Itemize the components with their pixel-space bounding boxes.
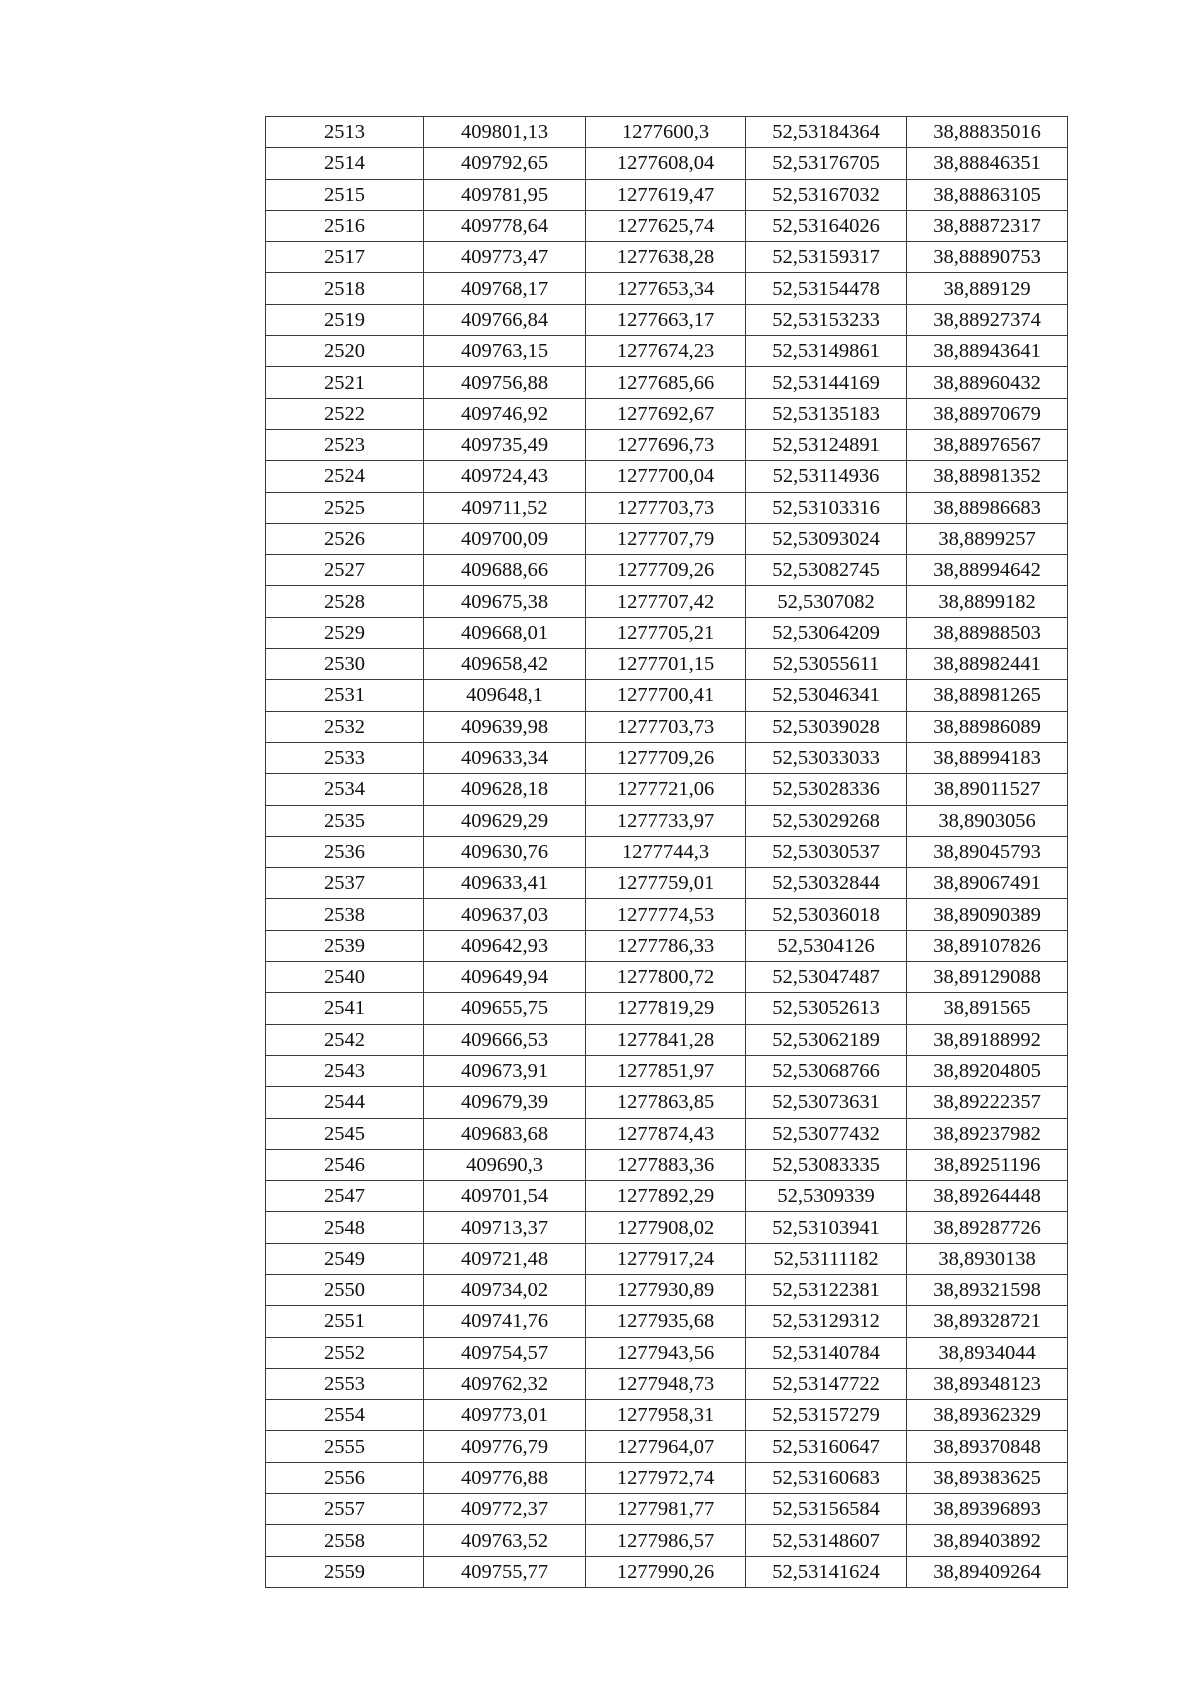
- point-number-cell: 2541: [266, 993, 424, 1024]
- point-number-cell: 2548: [266, 1212, 424, 1243]
- latitude-cell: 52,53157279: [746, 1400, 907, 1431]
- longitude-cell: 38,88994642: [907, 555, 1068, 586]
- point-number-cell: 2547: [266, 1181, 424, 1212]
- x-coordinate-cell: 409637,03: [424, 899, 586, 930]
- table-row: [266, 1556, 1068, 1587]
- y-coordinate-cell: 1277721,06: [586, 774, 746, 805]
- longitude-cell: 38,89204805: [907, 1055, 1068, 1086]
- point-number-cell: 2555: [266, 1431, 424, 1462]
- y-coordinate-cell: 1277819,29: [586, 993, 746, 1024]
- longitude-cell: 38,89222357: [907, 1087, 1068, 1118]
- longitude-cell: 38,89348123: [907, 1368, 1068, 1399]
- latitude-cell: 52,53103316: [746, 492, 907, 523]
- longitude-cell: 38,89251196: [907, 1149, 1068, 1180]
- y-coordinate-cell: 1277608,04: [586, 148, 746, 179]
- latitude-cell: 52,53111182: [746, 1243, 907, 1274]
- longitude-cell: 38,89067491: [907, 868, 1068, 899]
- y-coordinate-cell: 1277709,26: [586, 555, 746, 586]
- x-coordinate-cell: 409772,37: [424, 1494, 586, 1525]
- table-row: [266, 1400, 1068, 1431]
- point-number-cell: 2558: [266, 1525, 424, 1556]
- x-coordinate-cell: 409741,76: [424, 1306, 586, 1337]
- x-coordinate-cell: 409801,13: [424, 117, 586, 148]
- y-coordinate-cell: 1277943,56: [586, 1337, 746, 1368]
- longitude-cell: 38,88890753: [907, 242, 1068, 273]
- latitude-cell: 52,53030537: [746, 836, 907, 867]
- x-coordinate-cell: 409734,02: [424, 1274, 586, 1305]
- x-coordinate-cell: 409649,94: [424, 962, 586, 993]
- y-coordinate-cell: 1277883,36: [586, 1149, 746, 1180]
- x-coordinate-cell: 409773,47: [424, 242, 586, 273]
- point-number-cell: 2544: [266, 1087, 424, 1118]
- latitude-cell: 52,53039028: [746, 711, 907, 742]
- longitude-cell: 38,88986683: [907, 492, 1068, 523]
- latitude-cell: 52,53148607: [746, 1525, 907, 1556]
- y-coordinate-cell: 1277972,74: [586, 1462, 746, 1493]
- point-number-cell: 2532: [266, 711, 424, 742]
- x-coordinate-cell: 409735,49: [424, 429, 586, 460]
- point-number-cell: 2557: [266, 1494, 424, 1525]
- longitude-cell: 38,889129: [907, 273, 1068, 304]
- longitude-cell: 38,89403892: [907, 1525, 1068, 1556]
- latitude-cell: 52,53154478: [746, 273, 907, 304]
- point-number-cell: 2534: [266, 774, 424, 805]
- x-coordinate-cell: 409700,09: [424, 523, 586, 554]
- table-row: [266, 836, 1068, 867]
- longitude-cell: 38,88981265: [907, 680, 1068, 711]
- point-number-cell: 2545: [266, 1118, 424, 1149]
- longitude-cell: 38,89321598: [907, 1274, 1068, 1305]
- longitude-cell: 38,88835016: [907, 117, 1068, 148]
- table-row: [266, 1368, 1068, 1399]
- table-row: [266, 555, 1068, 586]
- point-number-cell: 2559: [266, 1556, 424, 1587]
- latitude-cell: 52,53144169: [746, 367, 907, 398]
- longitude-cell: 38,88872317: [907, 210, 1068, 241]
- latitude-cell: 52,53147722: [746, 1368, 907, 1399]
- y-coordinate-cell: 1277863,85: [586, 1087, 746, 1118]
- table-row: [266, 304, 1068, 335]
- x-coordinate-cell: 409762,32: [424, 1368, 586, 1399]
- point-number-cell: 2525: [266, 492, 424, 523]
- table-row: [266, 429, 1068, 460]
- latitude-cell: 52,53103941: [746, 1212, 907, 1243]
- x-coordinate-cell: 409724,43: [424, 461, 586, 492]
- y-coordinate-cell: 1277703,73: [586, 492, 746, 523]
- x-coordinate-cell: 409639,98: [424, 711, 586, 742]
- y-coordinate-cell: 1277600,3: [586, 117, 746, 148]
- table-row: [266, 148, 1068, 179]
- y-coordinate-cell: 1277759,01: [586, 868, 746, 899]
- latitude-cell: 52,53153233: [746, 304, 907, 335]
- point-number-cell: 2529: [266, 617, 424, 648]
- coordinates-table-body: [266, 117, 1068, 1588]
- point-number-cell: 2543: [266, 1055, 424, 1086]
- y-coordinate-cell: 1277700,04: [586, 461, 746, 492]
- table-row: [266, 993, 1068, 1024]
- y-coordinate-cell: 1277948,73: [586, 1368, 746, 1399]
- table-row: [266, 1525, 1068, 1556]
- longitude-cell: 38,88976567: [907, 429, 1068, 460]
- x-coordinate-cell: 409781,95: [424, 179, 586, 210]
- table-row: [266, 179, 1068, 210]
- x-coordinate-cell: 409679,39: [424, 1087, 586, 1118]
- table-row: [266, 1212, 1068, 1243]
- latitude-cell: 52,53135183: [746, 398, 907, 429]
- longitude-cell: 38,88943641: [907, 336, 1068, 367]
- x-coordinate-cell: 409776,79: [424, 1431, 586, 1462]
- latitude-cell: 52,53149861: [746, 336, 907, 367]
- x-coordinate-cell: 409629,29: [424, 805, 586, 836]
- y-coordinate-cell: 1277841,28: [586, 1024, 746, 1055]
- y-coordinate-cell: 1277707,42: [586, 586, 746, 617]
- y-coordinate-cell: 1277709,26: [586, 742, 746, 773]
- y-coordinate-cell: 1277674,23: [586, 336, 746, 367]
- x-coordinate-cell: 409746,92: [424, 398, 586, 429]
- y-coordinate-cell: 1277964,07: [586, 1431, 746, 1462]
- table-row: [266, 1055, 1068, 1086]
- point-number-cell: 2552: [266, 1337, 424, 1368]
- longitude-cell: 38,88927374: [907, 304, 1068, 335]
- longitude-cell: 38,89383625: [907, 1462, 1068, 1493]
- y-coordinate-cell: 1277744,3: [586, 836, 746, 867]
- y-coordinate-cell: 1277917,24: [586, 1243, 746, 1274]
- y-coordinate-cell: 1277638,28: [586, 242, 746, 273]
- table-row: [266, 742, 1068, 773]
- latitude-cell: 52,53160647: [746, 1431, 907, 1462]
- latitude-cell: 52,53052613: [746, 993, 907, 1024]
- y-coordinate-cell: 1277935,68: [586, 1306, 746, 1337]
- latitude-cell: 52,53160683: [746, 1462, 907, 1493]
- table-row: [266, 210, 1068, 241]
- table-row: [266, 1431, 1068, 1462]
- table-row: [266, 1274, 1068, 1305]
- latitude-cell: 52,5307082: [746, 586, 907, 617]
- x-coordinate-cell: 409690,3: [424, 1149, 586, 1180]
- y-coordinate-cell: 1277733,97: [586, 805, 746, 836]
- x-coordinate-cell: 409756,88: [424, 367, 586, 398]
- table-row: [266, 711, 1068, 742]
- point-number-cell: 2517: [266, 242, 424, 273]
- longitude-cell: 38,88986089: [907, 711, 1068, 742]
- x-coordinate-cell: 409655,75: [424, 993, 586, 1024]
- x-coordinate-cell: 409633,34: [424, 742, 586, 773]
- x-coordinate-cell: 409713,37: [424, 1212, 586, 1243]
- longitude-cell: 38,89188992: [907, 1024, 1068, 1055]
- table-row: [266, 774, 1068, 805]
- point-number-cell: 2524: [266, 461, 424, 492]
- point-number-cell: 2539: [266, 930, 424, 961]
- point-number-cell: 2518: [266, 273, 424, 304]
- point-number-cell: 2521: [266, 367, 424, 398]
- y-coordinate-cell: 1277696,73: [586, 429, 746, 460]
- x-coordinate-cell: 409763,15: [424, 336, 586, 367]
- table-row: [266, 461, 1068, 492]
- coordinates-table: [265, 116, 1068, 1588]
- table-row: [266, 649, 1068, 680]
- longitude-cell: 38,88863105: [907, 179, 1068, 210]
- x-coordinate-cell: 409633,41: [424, 868, 586, 899]
- x-coordinate-cell: 409683,68: [424, 1118, 586, 1149]
- latitude-cell: 52,53028336: [746, 774, 907, 805]
- x-coordinate-cell: 409763,52: [424, 1525, 586, 1556]
- longitude-cell: 38,89328721: [907, 1306, 1068, 1337]
- point-number-cell: 2536: [266, 836, 424, 867]
- table-row: [266, 273, 1068, 304]
- point-number-cell: 2549: [266, 1243, 424, 1274]
- table-row: [266, 1024, 1068, 1055]
- point-number-cell: 2514: [266, 148, 424, 179]
- y-coordinate-cell: 1277701,15: [586, 649, 746, 680]
- y-coordinate-cell: 1277981,77: [586, 1494, 746, 1525]
- longitude-cell: 38,88981352: [907, 461, 1068, 492]
- y-coordinate-cell: 1277774,53: [586, 899, 746, 930]
- latitude-cell: 52,53062189: [746, 1024, 907, 1055]
- longitude-cell: 38,89090389: [907, 899, 1068, 930]
- x-coordinate-cell: 409688,66: [424, 555, 586, 586]
- table-row: [266, 680, 1068, 711]
- table-row: [266, 1118, 1068, 1149]
- y-coordinate-cell: 1277653,34: [586, 273, 746, 304]
- latitude-cell: 52,53032844: [746, 868, 907, 899]
- table-row: [266, 962, 1068, 993]
- latitude-cell: 52,53036018: [746, 899, 907, 930]
- y-coordinate-cell: 1277625,74: [586, 210, 746, 241]
- longitude-cell: 38,88970679: [907, 398, 1068, 429]
- y-coordinate-cell: 1277700,41: [586, 680, 746, 711]
- latitude-cell: 52,53073631: [746, 1087, 907, 1118]
- table-row: [266, 117, 1068, 148]
- latitude-cell: 52,53047487: [746, 962, 907, 993]
- point-number-cell: 2519: [266, 304, 424, 335]
- y-coordinate-cell: 1277786,33: [586, 930, 746, 961]
- point-number-cell: 2513: [266, 117, 424, 148]
- table-row: [266, 617, 1068, 648]
- latitude-cell: 52,53124891: [746, 429, 907, 460]
- longitude-cell: 38,89409264: [907, 1556, 1068, 1587]
- point-number-cell: 2533: [266, 742, 424, 773]
- longitude-cell: 38,89362329: [907, 1400, 1068, 1431]
- latitude-cell: 52,53184364: [746, 117, 907, 148]
- x-coordinate-cell: 409768,17: [424, 273, 586, 304]
- x-coordinate-cell: 409630,76: [424, 836, 586, 867]
- point-number-cell: 2554: [266, 1400, 424, 1431]
- longitude-cell: 38,88982441: [907, 649, 1068, 680]
- x-coordinate-cell: 409675,38: [424, 586, 586, 617]
- point-number-cell: 2515: [266, 179, 424, 210]
- y-coordinate-cell: 1277705,21: [586, 617, 746, 648]
- table-row: [266, 1337, 1068, 1368]
- longitude-cell: 38,89370848: [907, 1431, 1068, 1462]
- longitude-cell: 38,89264448: [907, 1181, 1068, 1212]
- y-coordinate-cell: 1277800,72: [586, 962, 746, 993]
- longitude-cell: 38,88994183: [907, 742, 1068, 773]
- point-number-cell: 2516: [266, 210, 424, 241]
- latitude-cell: 52,53033033: [746, 742, 907, 773]
- longitude-cell: 38,89045793: [907, 836, 1068, 867]
- longitude-cell: 38,89287726: [907, 1212, 1068, 1243]
- x-coordinate-cell: 409792,65: [424, 148, 586, 179]
- table-row: [266, 492, 1068, 523]
- table-row: [266, 1494, 1068, 1525]
- latitude-cell: 52,53159317: [746, 242, 907, 273]
- latitude-cell: 52,5304126: [746, 930, 907, 961]
- latitude-cell: 52,53156584: [746, 1494, 907, 1525]
- y-coordinate-cell: 1277707,79: [586, 523, 746, 554]
- x-coordinate-cell: 409668,01: [424, 617, 586, 648]
- table-row: [266, 805, 1068, 836]
- latitude-cell: 52,53129312: [746, 1306, 907, 1337]
- point-number-cell: 2550: [266, 1274, 424, 1305]
- x-coordinate-cell: 409666,53: [424, 1024, 586, 1055]
- latitude-cell: 52,53140784: [746, 1337, 907, 1368]
- table-row: [266, 523, 1068, 554]
- latitude-cell: 52,53176705: [746, 148, 907, 179]
- latitude-cell: 52,53141624: [746, 1556, 907, 1587]
- x-coordinate-cell: 409766,84: [424, 304, 586, 335]
- longitude-cell: 38,88988503: [907, 617, 1068, 648]
- x-coordinate-cell: 409755,77: [424, 1556, 586, 1587]
- longitude-cell: 38,88960432: [907, 367, 1068, 398]
- y-coordinate-cell: 1277958,31: [586, 1400, 746, 1431]
- latitude-cell: 52,53167032: [746, 179, 907, 210]
- latitude-cell: 52,53082745: [746, 555, 907, 586]
- latitude-cell: 52,53064209: [746, 617, 907, 648]
- longitude-cell: 38,8934044: [907, 1337, 1068, 1368]
- table-row: [266, 586, 1068, 617]
- latitude-cell: 52,53077432: [746, 1118, 907, 1149]
- x-coordinate-cell: 409658,42: [424, 649, 586, 680]
- table-row: [266, 930, 1068, 961]
- latitude-cell: 52,53068766: [746, 1055, 907, 1086]
- point-number-cell: 2522: [266, 398, 424, 429]
- x-coordinate-cell: 409642,93: [424, 930, 586, 961]
- longitude-cell: 38,891565: [907, 993, 1068, 1024]
- table-row: [266, 1462, 1068, 1493]
- latitude-cell: 52,53046341: [746, 680, 907, 711]
- x-coordinate-cell: 409648,1: [424, 680, 586, 711]
- y-coordinate-cell: 1277703,73: [586, 711, 746, 742]
- point-number-cell: 2523: [266, 429, 424, 460]
- point-number-cell: 2546: [266, 1149, 424, 1180]
- longitude-cell: 38,8930138: [907, 1243, 1068, 1274]
- latitude-cell: 52,53114936: [746, 461, 907, 492]
- table-row: [266, 367, 1068, 398]
- point-number-cell: 2528: [266, 586, 424, 617]
- y-coordinate-cell: 1277685,66: [586, 367, 746, 398]
- longitude-cell: 38,8903056: [907, 805, 1068, 836]
- longitude-cell: 38,8899257: [907, 523, 1068, 554]
- x-coordinate-cell: 409628,18: [424, 774, 586, 805]
- table-row: [266, 398, 1068, 429]
- y-coordinate-cell: 1277619,47: [586, 179, 746, 210]
- table-row: [266, 1087, 1068, 1118]
- x-coordinate-cell: 409773,01: [424, 1400, 586, 1431]
- point-number-cell: 2538: [266, 899, 424, 930]
- x-coordinate-cell: 409754,57: [424, 1337, 586, 1368]
- y-coordinate-cell: 1277986,57: [586, 1525, 746, 1556]
- y-coordinate-cell: 1277990,26: [586, 1556, 746, 1587]
- y-coordinate-cell: 1277874,43: [586, 1118, 746, 1149]
- longitude-cell: 38,89396893: [907, 1494, 1068, 1525]
- point-number-cell: 2540: [266, 962, 424, 993]
- y-coordinate-cell: 1277851,97: [586, 1055, 746, 1086]
- latitude-cell: 52,53122381: [746, 1274, 907, 1305]
- y-coordinate-cell: 1277663,17: [586, 304, 746, 335]
- point-number-cell: 2535: [266, 805, 424, 836]
- x-coordinate-cell: 409778,64: [424, 210, 586, 241]
- longitude-cell: 38,89011527: [907, 774, 1068, 805]
- x-coordinate-cell: 409721,48: [424, 1243, 586, 1274]
- latitude-cell: 52,53029268: [746, 805, 907, 836]
- table-row: [266, 1243, 1068, 1274]
- x-coordinate-cell: 409776,88: [424, 1462, 586, 1493]
- latitude-cell: 52,53164026: [746, 210, 907, 241]
- x-coordinate-cell: 409673,91: [424, 1055, 586, 1086]
- longitude-cell: 38,88846351: [907, 148, 1068, 179]
- x-coordinate-cell: 409711,52: [424, 492, 586, 523]
- point-number-cell: 2531: [266, 680, 424, 711]
- latitude-cell: 52,53093024: [746, 523, 907, 554]
- latitude-cell: 52,5309339: [746, 1181, 907, 1212]
- longitude-cell: 38,89129088: [907, 962, 1068, 993]
- point-number-cell: 2526: [266, 523, 424, 554]
- x-coordinate-cell: 409701,54: [424, 1181, 586, 1212]
- y-coordinate-cell: 1277892,29: [586, 1181, 746, 1212]
- table-row: [266, 1181, 1068, 1212]
- longitude-cell: 38,89237982: [907, 1118, 1068, 1149]
- table-row: [266, 1149, 1068, 1180]
- y-coordinate-cell: 1277692,67: [586, 398, 746, 429]
- point-number-cell: 2542: [266, 1024, 424, 1055]
- point-number-cell: 2553: [266, 1368, 424, 1399]
- point-number-cell: 2530: [266, 649, 424, 680]
- table-row: [266, 242, 1068, 273]
- point-number-cell: 2551: [266, 1306, 424, 1337]
- longitude-cell: 38,8899182: [907, 586, 1068, 617]
- latitude-cell: 52,53055611: [746, 649, 907, 680]
- point-number-cell: 2556: [266, 1462, 424, 1493]
- point-number-cell: 2527: [266, 555, 424, 586]
- point-number-cell: 2520: [266, 336, 424, 367]
- table-row: [266, 868, 1068, 899]
- table-row: [266, 1306, 1068, 1337]
- y-coordinate-cell: 1277930,89: [586, 1274, 746, 1305]
- longitude-cell: 38,89107826: [907, 930, 1068, 961]
- latitude-cell: 52,53083335: [746, 1149, 907, 1180]
- table-row: [266, 899, 1068, 930]
- y-coordinate-cell: 1277908,02: [586, 1212, 746, 1243]
- table-row: [266, 336, 1068, 367]
- point-number-cell: 2537: [266, 868, 424, 899]
